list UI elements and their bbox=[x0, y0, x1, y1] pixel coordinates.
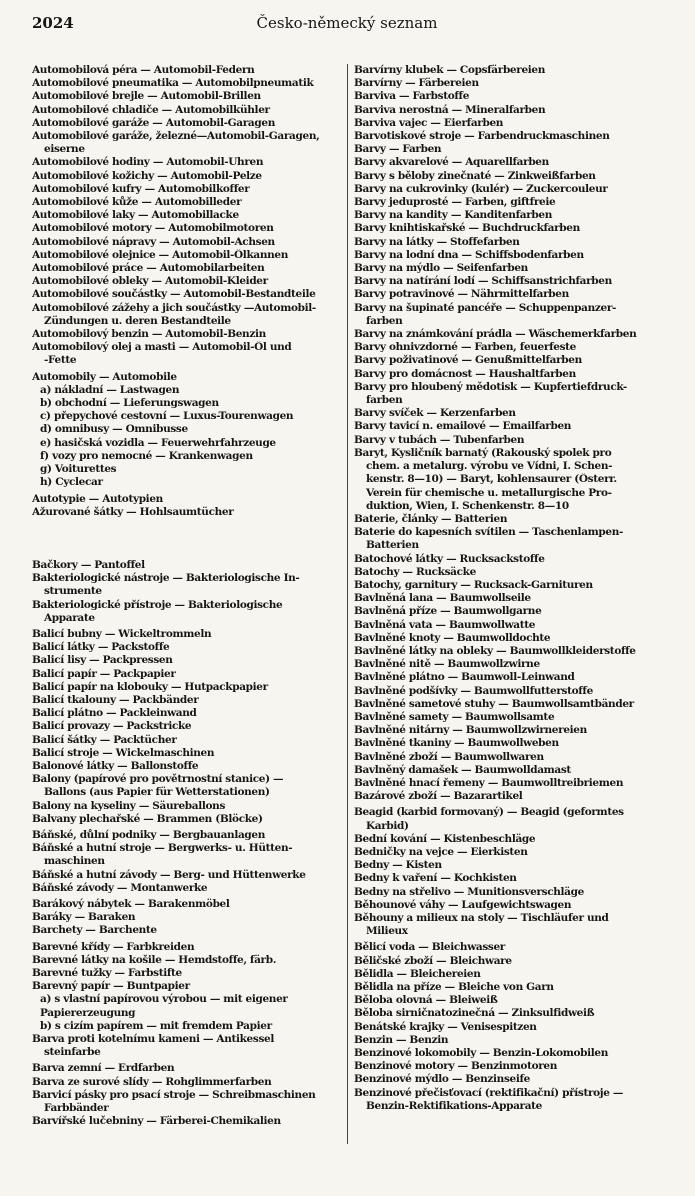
entry-continuation: Ballons (aus Papier für Wetterstationen) bbox=[44, 786, 270, 799]
entry-line: Barákový nábytek — Barakenmöbel bbox=[32, 897, 230, 910]
entry-line: Automobilové garáže, železné—Automobil-Garagen, bbox=[32, 130, 320, 143]
index-entry bbox=[354, 407, 664, 420]
index-entry bbox=[354, 275, 664, 288]
entry-line: Bělidla — Bleichereien bbox=[354, 967, 481, 980]
index-entry bbox=[32, 773, 341, 799]
index-entry bbox=[354, 156, 664, 169]
entry-line: Automobily — Automobile bbox=[32, 370, 177, 383]
entry-line: Balicí lisy — Packpressen bbox=[32, 654, 173, 667]
index-entry bbox=[32, 437, 341, 450]
entry-line: Báňské závody — Montanwerke bbox=[32, 881, 208, 894]
index-entry bbox=[354, 236, 664, 249]
page-header bbox=[32, 10, 662, 36]
entry-line: Autotypie — Autotypien bbox=[32, 492, 163, 505]
index-entry bbox=[32, 1115, 341, 1128]
index-entry bbox=[354, 566, 664, 579]
entry-line: Barevný papír — Buntpapier bbox=[32, 980, 190, 993]
entry-line: d) omnibusy — Omnibusse bbox=[40, 423, 188, 436]
index-entry bbox=[32, 450, 341, 463]
index-entry bbox=[354, 117, 664, 130]
entry-line: Barva ze surové slídy — Rohglimmerfarben bbox=[32, 1075, 272, 1088]
entry-line: Barviva vajec — Eierfarben bbox=[354, 116, 504, 129]
right-column bbox=[348, 64, 664, 1144]
entry-line: g) Voiturettes bbox=[40, 463, 117, 476]
index-entry bbox=[354, 737, 664, 750]
entry-line: Batochy, garnitury — Rucksack-Garnituren bbox=[354, 578, 593, 591]
index-entry bbox=[354, 104, 664, 117]
index-entry bbox=[32, 599, 341, 625]
index-entry bbox=[354, 130, 664, 143]
entry-continuation: Benzin-Rektifikations-Apparate bbox=[366, 1099, 542, 1112]
index-entry bbox=[354, 328, 664, 341]
index-entry bbox=[32, 156, 341, 169]
entry-line: Balicí papír — Packpapier bbox=[32, 667, 176, 680]
entry-continuation: duktion, Wien, I. Schenkenstr. 8—10 bbox=[366, 499, 569, 512]
index-entry bbox=[32, 476, 341, 489]
index-entry bbox=[32, 882, 341, 895]
index-entry bbox=[354, 196, 664, 209]
entry-continuation: steinfarbe bbox=[44, 1046, 101, 1059]
index-entry bbox=[32, 572, 341, 598]
index-entry bbox=[354, 262, 664, 275]
entry-line: Bavlněné látky na obleky — Baumwollkleiderstoffe bbox=[354, 644, 636, 657]
index-entry bbox=[354, 553, 664, 566]
entry-line: Barvy ohnivzdorné — Farben, feuerfeste bbox=[354, 341, 576, 354]
index-entry bbox=[32, 236, 341, 249]
entry-line: Barvy na známkování prádla — Wäschemerkfarben bbox=[354, 328, 637, 341]
entry-line: Balicí stroje — Wickelmaschinen bbox=[32, 746, 215, 759]
index-entry bbox=[354, 1007, 664, 1020]
entry-line: Barvy potravinové — Nährmittelfarben bbox=[354, 288, 569, 301]
index-entry bbox=[32, 1020, 341, 1033]
entry-line: b) obchodní — Lieferungswagen bbox=[40, 397, 219, 410]
index-entry bbox=[32, 328, 341, 341]
entry-line: Bavlněné nitárny — Baumwollzwirnereien bbox=[354, 724, 587, 737]
index-entry bbox=[354, 941, 664, 954]
entry-line: Automobilové práce — Automobilarbeiten bbox=[32, 262, 265, 275]
index-entry bbox=[32, 911, 341, 924]
index-entry bbox=[354, 368, 664, 381]
entry-line: Bedny — Kisten bbox=[354, 859, 442, 872]
left-column bbox=[32, 64, 348, 1144]
index-entry bbox=[354, 183, 664, 196]
index-entry bbox=[32, 980, 341, 993]
entry-line: Běličské zboží — Bleichware bbox=[354, 954, 512, 967]
index-entry bbox=[354, 143, 664, 156]
index-entry bbox=[354, 955, 664, 968]
entry-line: Barvírny klubek — Copsfärbereien bbox=[354, 64, 546, 76]
entry-line: Balicí bubny — Wickeltrommeln bbox=[32, 627, 212, 640]
entry-line: Barvy v tubách — Tubenfarben bbox=[354, 433, 525, 446]
index-entry bbox=[354, 1073, 664, 1086]
entry-line: Barvy poživatinové — Genußmittelfarben bbox=[354, 354, 582, 367]
entry-line: Barvy na cukrovinky (kulér) — Zuckercouleur bbox=[354, 182, 608, 195]
index-entry bbox=[354, 302, 664, 328]
entry-line: Bakteriologické přístroje — Bakteriologische bbox=[32, 598, 283, 611]
entry-line: Barevné látky na košile — Hemdstoffe, färb. bbox=[32, 953, 277, 966]
index-entry bbox=[32, 90, 341, 103]
entry-line: Barvy tavicí n. emailové — Emailfarben bbox=[354, 420, 572, 433]
index-entry bbox=[354, 1034, 664, 1047]
entry-continuation: chem. a metalurg. výrobu ve Vídni, I. Schen- bbox=[366, 460, 613, 473]
entry-line: Bavlněné hnací řemeny — Baumwolltreibriemen bbox=[354, 776, 624, 789]
entry-line: Barvy na šupinaté pancéře — Schuppenpanzer- bbox=[354, 301, 617, 314]
index-entry bbox=[32, 668, 341, 681]
index-entry bbox=[354, 249, 664, 262]
entry-line: Automobilové kůže — Automobilleder bbox=[32, 196, 242, 209]
index-entry bbox=[354, 645, 664, 658]
index-entry bbox=[32, 77, 341, 90]
index-entry bbox=[354, 447, 664, 513]
index-entry bbox=[32, 869, 341, 882]
entry-line: Bedny k vaření — Kochkisten bbox=[354, 872, 517, 885]
index-entry bbox=[32, 681, 341, 694]
entry-line: Bakteriologické nástroje — Bakteriologische In- bbox=[32, 572, 300, 585]
entry-line: Barvotiskové stroje — Farbendruckmaschinen bbox=[354, 130, 610, 143]
index-entry bbox=[354, 790, 664, 803]
entry-line: Balicí papír na klobouky — Hutpackpapier bbox=[32, 680, 268, 693]
index-entry bbox=[354, 605, 664, 618]
index-entry bbox=[32, 654, 341, 667]
entry-continuation: Batterien bbox=[366, 539, 419, 552]
index-entry bbox=[354, 724, 664, 737]
entry-line: Báňské a hutní stroje — Bergwerks- u. Hütten- bbox=[32, 842, 293, 855]
entry-line: Balicí tkalouny — Packbänder bbox=[32, 693, 199, 706]
index-entry bbox=[32, 493, 341, 506]
entry-line: Automobilové chladiče — Automobilkühler bbox=[32, 103, 270, 116]
entry-line: Baterie, články — Batterien bbox=[354, 512, 508, 525]
index-entry bbox=[32, 423, 341, 436]
index-entry bbox=[32, 720, 341, 733]
index-entry bbox=[32, 222, 341, 235]
entry-line: Balicí provazy — Packstricke bbox=[32, 720, 192, 733]
entry-line: Batochy — Rucksäcke bbox=[354, 565, 476, 578]
entry-line: Báňské, důlní podniky — Bergbauanlagen bbox=[32, 828, 266, 841]
entry-line: Balony (papírové pro povětrnostní stanice) — bbox=[32, 773, 284, 786]
entry-line: Bělicí voda — Bleichwasser bbox=[354, 941, 505, 954]
entry-line: Barvírny — Färbereien bbox=[354, 77, 479, 90]
entry-line: Barviva nerostná — Mineralfarben bbox=[354, 103, 546, 116]
index-entry bbox=[32, 993, 341, 1019]
entry-line: Bedny na střelivo — Munitionsverschläge bbox=[354, 885, 584, 898]
entry-line: Benzinové lokomobily — Benzin-Lokomobilen bbox=[354, 1047, 609, 1060]
entry-line: Benzin — Benzin bbox=[354, 1033, 449, 1046]
entry-line: Automobilové laky — Automobillacke bbox=[32, 209, 239, 222]
entry-line: Báňské a hutní závody — Berg- und Hüttenwerke bbox=[32, 868, 306, 881]
entry-line: Bavlněné tkaniny — Baumwollweben bbox=[354, 737, 559, 750]
index-entry bbox=[354, 170, 664, 183]
entry-line: Barva zemní — Erdfarben bbox=[32, 1062, 175, 1075]
entry-line: Barvy jeduprosté — Farben, giftfreie bbox=[354, 196, 556, 209]
index-entry bbox=[32, 800, 341, 813]
entry-line: Běhounové váhy — Laufgewichtswagen bbox=[354, 898, 572, 911]
index-entry bbox=[32, 734, 341, 747]
entry-line: Barvy svíček — Kerzenfarben bbox=[354, 407, 516, 420]
index-entry bbox=[32, 209, 341, 222]
entry-line: Automobilové zážehy a jich součástky —Automobil- bbox=[32, 301, 316, 314]
index-entry bbox=[354, 806, 664, 832]
entry-line: Ažurované šátky — Hohlsaumtücher bbox=[32, 505, 234, 518]
entry-line: Barvy na kandity — Kanditenfarben bbox=[354, 209, 552, 222]
entry-line: Automobilové hodiny — Automobil-Uhren bbox=[32, 156, 264, 169]
entry-line: Automobilový benzin — Automobil-Benzin bbox=[32, 328, 266, 341]
entry-line: Balicí látky — Packstoffe bbox=[32, 641, 170, 654]
entry-line: h) Cyclecar bbox=[40, 476, 103, 489]
index-entry bbox=[32, 275, 341, 288]
index-entry bbox=[32, 341, 341, 367]
entry-line: Balicí šátky — Packtücher bbox=[32, 733, 177, 746]
index-entry bbox=[354, 872, 664, 885]
entry-continuation: -Fette bbox=[44, 354, 77, 367]
entry-line: Balvany plechařské — Brammen (Blöcke) bbox=[32, 812, 263, 825]
entry-line: b) s cizím papírem — mit fremdem Papier bbox=[40, 1019, 272, 1032]
index-entry bbox=[32, 747, 341, 760]
entry-line: Barvy akvarelové — Aquarellfarben bbox=[354, 156, 549, 169]
entry-line: Benátské krajky — Venisespitzen bbox=[354, 1020, 537, 1033]
entry-line: Bavlněný damašek — Baumwolldamast bbox=[354, 763, 571, 776]
index-entry bbox=[354, 899, 664, 912]
entry-line: Automobilové brejle — Automobil-Brillen bbox=[32, 90, 261, 103]
entry-line: Bavlněné knoty — Baumwolldochte bbox=[354, 631, 551, 644]
index-entry bbox=[32, 967, 341, 980]
index-entry bbox=[32, 262, 341, 275]
index-entry bbox=[354, 579, 664, 592]
index-entry bbox=[32, 694, 341, 707]
entry-continuation: farben bbox=[366, 394, 403, 407]
index-entry bbox=[32, 1062, 341, 1075]
entry-line: Bavlněné plátno — Baumwoll-Leinwand bbox=[354, 671, 575, 684]
index-entry bbox=[354, 1087, 664, 1113]
entry-continuation: strumente bbox=[44, 585, 102, 598]
index-entry bbox=[354, 619, 664, 632]
entry-line: Automobilové kožichy — Automobil-Pelze bbox=[32, 169, 262, 182]
index-entry bbox=[354, 341, 664, 354]
index-entry bbox=[32, 170, 341, 183]
index-entry bbox=[32, 371, 341, 384]
index-entry bbox=[32, 64, 341, 77]
index-entry bbox=[354, 658, 664, 671]
entry-line: Balonové látky — Ballonstoffe bbox=[32, 759, 199, 772]
index-entry bbox=[354, 859, 664, 872]
index-entry bbox=[354, 846, 664, 859]
index-entry bbox=[354, 764, 664, 777]
index-entry bbox=[354, 592, 664, 605]
index-entry bbox=[354, 698, 664, 711]
index-entry bbox=[32, 1089, 341, 1115]
index-entry bbox=[32, 813, 341, 826]
index-entry bbox=[32, 842, 341, 868]
index-entry bbox=[32, 410, 341, 423]
running-title: Česko-německý seznam bbox=[256, 14, 438, 32]
entry-line: Beagid (karbid formovaný) — Beagid (geformtes bbox=[354, 806, 624, 819]
index-entry bbox=[354, 777, 664, 790]
entry-line: f) vozy pro nemocné — Krankenwagen bbox=[40, 449, 253, 462]
entry-line: Barvířské lučebniny — Färberei-Chemikalien bbox=[32, 1115, 281, 1128]
entry-line: Balicí plátno — Packleinwand bbox=[32, 707, 197, 720]
entry-line: Bavlněné samety — Baumwollsamte bbox=[354, 710, 555, 723]
entry-line: Barvy na natírání lodí — Schiffsanstrichfarben bbox=[354, 275, 612, 288]
index-entry bbox=[32, 196, 341, 209]
index-entry bbox=[354, 912, 664, 938]
index-entry bbox=[354, 354, 664, 367]
entry-line: Barvicí pásky pro psací stroje — Schreibmaschinen bbox=[32, 1088, 316, 1101]
entry-line: Automobilové součástky — Automobil-Bestandteile bbox=[32, 288, 316, 301]
entry-line: Běhouny a milieux na stoly — Tischläufer und bbox=[354, 912, 609, 924]
entry-line: Barevné tužky — Farbstifte bbox=[32, 967, 182, 979]
entry-line: Běloba olovná — Bleiweiß bbox=[354, 994, 498, 1007]
index-entry bbox=[32, 829, 341, 842]
index-entry bbox=[32, 941, 341, 954]
entry-line: Automobilové pneumatika — Automobilpneumatik bbox=[32, 77, 314, 90]
entry-line: Bedničky na vejce — Eierkisten bbox=[354, 845, 528, 858]
entry-line: a) s vlastní papírovou výrobou — mit eigener bbox=[40, 993, 288, 1006]
entry-line: Benzinové přečisťovací (rektifikační) přístroje — bbox=[354, 1086, 624, 1099]
entry-line: Barevné křídy — Farbkreiden bbox=[32, 940, 195, 953]
index-entry bbox=[354, 381, 664, 407]
index-entry bbox=[354, 994, 664, 1007]
entry-line: Baterie do kapesních svítilen — Taschenlampen- bbox=[354, 526, 624, 539]
index-entry bbox=[32, 183, 341, 196]
entry-line: Bavlněné zboží — Baumwollwaren bbox=[354, 750, 544, 763]
entry-line: Baráky — Baraken bbox=[32, 911, 136, 924]
entry-line: Barvy na látky — Stoffefarben bbox=[354, 235, 520, 248]
index-entry bbox=[354, 751, 664, 764]
index-entry bbox=[32, 463, 341, 476]
entry-line: Automobilové obleky — Automobil-Kleider bbox=[32, 275, 268, 288]
index-entry bbox=[32, 628, 341, 641]
entry-continuation: Apparate bbox=[44, 611, 95, 624]
index-entry bbox=[354, 64, 664, 77]
index-entry bbox=[32, 397, 341, 410]
index-entry bbox=[32, 249, 341, 262]
index-entry bbox=[32, 1033, 341, 1059]
entry-continuation: Zündungen u. deren Bestandteile bbox=[44, 314, 231, 327]
entry-line: Barvy na lodní dna — Schiffsbodenfarben bbox=[354, 248, 584, 261]
entry-line: Barvy — Farben bbox=[354, 143, 442, 156]
index-entry bbox=[354, 222, 664, 235]
index-entry bbox=[354, 526, 664, 552]
entry-line: a) nákladní — Lastwagen bbox=[40, 383, 180, 396]
entry-line: Bačkory — Pantoffel bbox=[32, 558, 145, 571]
entry-continuation: Karbid) bbox=[366, 819, 409, 832]
index-entry bbox=[32, 954, 341, 967]
index-entry bbox=[32, 506, 341, 519]
entry-line: Bělidla na příze — Bleiche von Garn bbox=[354, 981, 554, 994]
entry-line: Bavlněné sametové stuhy — Baumwollsamtbänder bbox=[354, 697, 634, 710]
entry-line: c) přepychové cestovní — Luxus-Tourenwagen bbox=[40, 410, 294, 423]
index-entry bbox=[354, 685, 664, 698]
entry-line: Automobilové garáže — Automobil-Garagen bbox=[32, 116, 275, 129]
entry-line: Automobilové motory — Automobilmotoren bbox=[32, 222, 274, 235]
index-entry bbox=[354, 711, 664, 724]
entry-line: Barva proti kotelnímu kameni — Antikessel bbox=[32, 1033, 274, 1046]
index-entry bbox=[32, 898, 341, 911]
entry-line: Bední kování — Kistenbeschläge bbox=[354, 832, 536, 845]
index-entry bbox=[354, 1021, 664, 1034]
entry-line: Barvy na mýdlo — Seifenfarben bbox=[354, 262, 528, 275]
entry-line: Automobilové kufry — Automobilkoffer bbox=[32, 182, 250, 195]
entry-line: Barvy s běloby zinečnaté — Zinkweißfarben bbox=[354, 169, 596, 182]
index-entry bbox=[32, 559, 341, 572]
index-entry bbox=[32, 760, 341, 773]
index-entry bbox=[354, 671, 664, 684]
index-entry bbox=[354, 513, 664, 526]
entry-line: Balony na kyseliny — Säureballons bbox=[32, 799, 226, 812]
entry-continuation: Verein für chemische u. metallurgische Pro- bbox=[366, 486, 612, 499]
entry-line: Automobilový olej a masti — Automobil-Öl und bbox=[32, 341, 292, 354]
entry-line: Bavlněné nitě — Baumwollzwirne bbox=[354, 658, 540, 671]
index-entry bbox=[354, 981, 664, 994]
index-columns bbox=[32, 64, 664, 1144]
entry-line: Bazárové zboží — Bazarartikel bbox=[354, 790, 523, 803]
entry-line: Barvy pro domácnost — Haushaltfarben bbox=[354, 367, 576, 380]
index-entry bbox=[354, 434, 664, 447]
index-entry bbox=[32, 288, 341, 301]
entry-line: Baryt, Kysličník barnatý (Rakouský spolek pro bbox=[354, 446, 612, 459]
entry-continuation: maschinen bbox=[44, 855, 105, 868]
index-entry bbox=[354, 632, 664, 645]
index-entry bbox=[354, 1047, 664, 1060]
entry-line: Automobilová péra — Automobil-Federn bbox=[32, 64, 255, 76]
index-entry bbox=[354, 288, 664, 301]
index-entry bbox=[32, 130, 341, 156]
index-entry bbox=[354, 1060, 664, 1073]
index-entry bbox=[32, 924, 341, 937]
index-entry bbox=[32, 104, 341, 117]
entry-continuation: farben bbox=[366, 314, 403, 327]
index-entry bbox=[354, 833, 664, 846]
entry-line: Barchety — Barchente bbox=[32, 924, 157, 937]
index-entry bbox=[32, 1076, 341, 1089]
entry-line: Benzinové motory — Benzinmotoren bbox=[354, 1060, 558, 1073]
entry-line: Bavlněná příze — Baumwollgarne bbox=[354, 605, 542, 618]
index-entry bbox=[354, 420, 664, 433]
index-entry bbox=[354, 77, 664, 90]
entry-continuation: eiserne bbox=[44, 143, 85, 156]
index-entry bbox=[354, 90, 664, 103]
entry-line: Barvy pro hloubený mědotisk — Kupfertiefdruck- bbox=[354, 380, 627, 393]
index-entry bbox=[32, 302, 341, 328]
entry-continuation: Farbbänder bbox=[44, 1102, 109, 1115]
index-entry bbox=[32, 641, 341, 654]
index-entry bbox=[354, 968, 664, 981]
entry-line: Bavlněné podšívky — Baumwollfutterstoffe bbox=[354, 684, 593, 697]
entry-line: Batochové látky — Rucksackstoffe bbox=[354, 552, 545, 565]
entry-line: Automobilové olejnice — Automobil-Ölkannen bbox=[32, 248, 289, 261]
index-entry bbox=[32, 117, 341, 130]
entry-line: Bavlněná vata — Baumwollwatte bbox=[354, 618, 536, 631]
index-entry bbox=[32, 707, 341, 720]
index-entry bbox=[354, 209, 664, 222]
entry-line: Běloba sirničnatozinečná — Zinksulfidweiß bbox=[354, 1007, 595, 1020]
entry-continuation: Milieux bbox=[366, 925, 408, 938]
entry-line: Bavlněná lana — Baumwollseile bbox=[354, 592, 531, 605]
entry-line: Barviva — Farbstoffe bbox=[354, 90, 470, 103]
index-entry bbox=[354, 886, 664, 899]
entry-line: Automobilové nápravy — Automobil-Achsen bbox=[32, 235, 275, 248]
entry-continuation: Papiererzeugung bbox=[40, 1006, 136, 1019]
entry-line: e) hasičská vozidla — Feuerwehrfahrzeuge bbox=[40, 436, 276, 449]
entry-line: Barvy knihtiskařské — Buchdruckfarben bbox=[354, 222, 580, 235]
entry-continuation: kenstr. 8—10) — Baryt, kohlensaurer (Österr. bbox=[366, 473, 617, 486]
entry-line: Benzinové mýdlo — Benzinseife bbox=[354, 1073, 530, 1086]
page-number: 2024 bbox=[32, 14, 74, 32]
index-entry bbox=[32, 384, 341, 397]
